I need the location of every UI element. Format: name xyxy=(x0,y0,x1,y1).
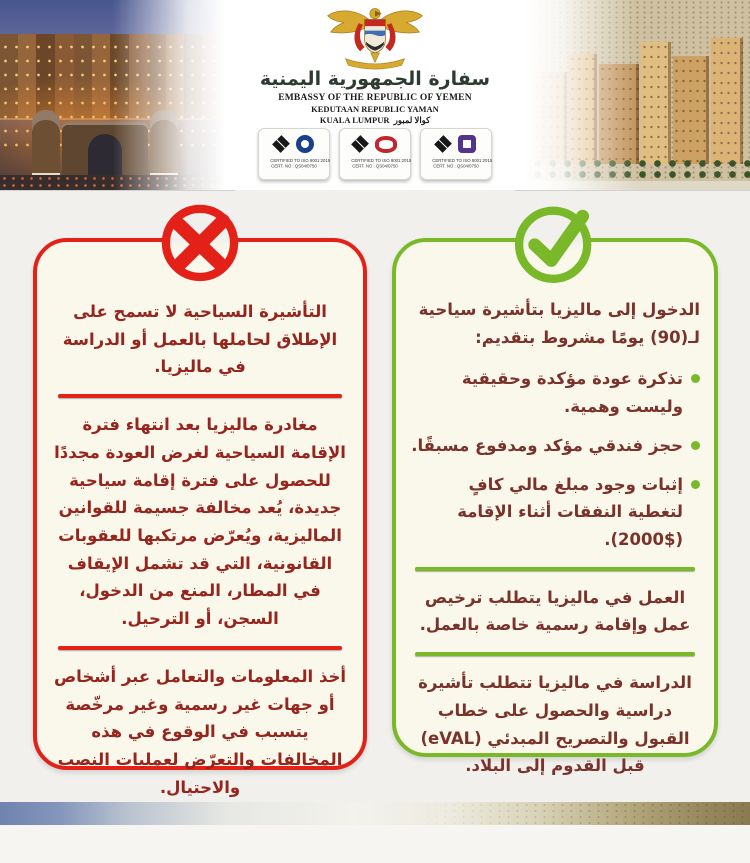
work-permit-text: العمل في ماليزيا يتطلب ترخيص عمل وإقامة رسمية خاصة بالعمل. xyxy=(419,587,691,635)
terrain-texture xyxy=(0,802,750,825)
sirim-logo-icon xyxy=(351,135,369,153)
embassy-name-arabic: سفارة الجمهورية اليمنية xyxy=(259,68,491,90)
yemen-coat-of-arms-icon xyxy=(323,4,427,72)
requirements-rules-card xyxy=(392,238,718,776)
cert-mark-red-icon xyxy=(375,136,397,153)
ukas-logo-icon xyxy=(458,135,476,153)
iso-cert-badge xyxy=(339,128,411,180)
embassy-identity-block xyxy=(215,4,535,126)
prohibited-rules-card xyxy=(33,238,367,797)
white-fade-overlay xyxy=(0,0,235,190)
badge-certno-line: CERT. NO : QS04/0750 xyxy=(271,164,317,169)
check-circle-icon xyxy=(509,196,601,292)
sirim-logo-icon xyxy=(272,135,290,153)
list-item xyxy=(410,365,700,420)
panorama-strip-photo xyxy=(0,802,750,825)
city-arabic: كوالا لمبور xyxy=(393,115,431,125)
sirim-logo-icon xyxy=(434,135,452,153)
header xyxy=(0,0,750,190)
section-divider xyxy=(58,646,342,650)
x-circle-icon xyxy=(154,196,246,292)
bottom-margin xyxy=(0,825,750,863)
hotel-booking-text: حجز فندقي مؤكد ومدفوع مسبقًا. xyxy=(411,435,683,455)
embassy-name-malay: KEDUTAAN REPUBLIC YAMAN xyxy=(311,104,439,114)
list-item xyxy=(410,432,700,460)
iso-cert-badge xyxy=(420,128,492,180)
badge-certno-line: CERT. NO : QS04/0750 xyxy=(433,164,479,169)
iso-cert-badge xyxy=(258,128,330,180)
embassy-name-english: EMBASSY OF THE REPUBLIC OF YEMEN xyxy=(278,93,472,103)
badge-cert-line: CERTIFIED TO ISO 9001:2015 xyxy=(270,159,331,164)
bullet-dot-icon xyxy=(691,441,700,450)
section-divider xyxy=(415,567,695,571)
proof-of-funds-text: إثبات وجود مبلغ مالي كافٍ لتغطية النفقات أثناء الإقامة ($2000). xyxy=(457,474,683,550)
white-fade-overlay xyxy=(515,0,750,190)
badge-cert-line: CERTIFIED TO ISO 9001:2015 xyxy=(351,159,412,164)
bullet-dot-icon xyxy=(691,480,700,489)
badge-cert-line: CERTIFIED TO ISO 9001:2015 xyxy=(432,159,493,164)
iso-certification-badges xyxy=(258,128,492,180)
prohibition-tourist-visa-text: التأشيرة السياحية لا تسمح على الإطلاق لحاملها بالعمل أو الدراسة في ماليزيا. xyxy=(62,302,338,377)
prohibition-unofficial-agents-text: أخذ المعلومات والتعامل عبر أشخاص أو جهات غير رسمية وغير مرخّصة يتسبب في الوقوع في هذه المخالفات والتعرّض لعمليات النصب والاحتيال. xyxy=(53,666,347,797)
prohibition-visa-run-text: مغادرة ماليزيا بعد انتهاء فترة الإقامة السياحية لغرض العودة مجددًا للحصول على فترة إقامة سياحية جديدة، يُعد مخالفة جسيمة للقوانين الماليزية، ويُعرّض مرتكبها للعقوبات القانونية، التي قد تشمل الإيقاف في المطار، المنع من الدخول، السجن، أو الترحيل. xyxy=(54,415,346,629)
return-ticket-text: تذكرة عودة مؤكدة وحقيقية وليست وهمية. xyxy=(461,369,683,417)
list-item xyxy=(410,471,700,554)
city-english: KUALA LUMPUR xyxy=(319,115,390,125)
study-visa-text: الدراسة في ماليزيا تتطلب تأشيرة دراسية والحصول على خطاب القبول والتصريح المبدئي (eVAL) قبل القدوم إلى البلاد. xyxy=(418,673,692,776)
entry-conditions-list xyxy=(410,365,700,553)
bullet-dot-icon xyxy=(691,374,700,383)
badge-certno-line: CERT. NO : QS04/0750 xyxy=(352,164,398,169)
entry-conditions-intro-text: الدخول إلى ماليزيا بتأشيرة سياحية لـ(90) يومًا مشروط بتقديم: xyxy=(418,300,700,347)
shibam-photo xyxy=(515,0,750,191)
section-divider xyxy=(58,394,342,398)
embassy-city-line xyxy=(215,115,535,126)
cert-mark-blue-icon xyxy=(296,135,314,153)
section-divider xyxy=(415,652,695,656)
sanaa-old-city-photo xyxy=(0,0,235,191)
